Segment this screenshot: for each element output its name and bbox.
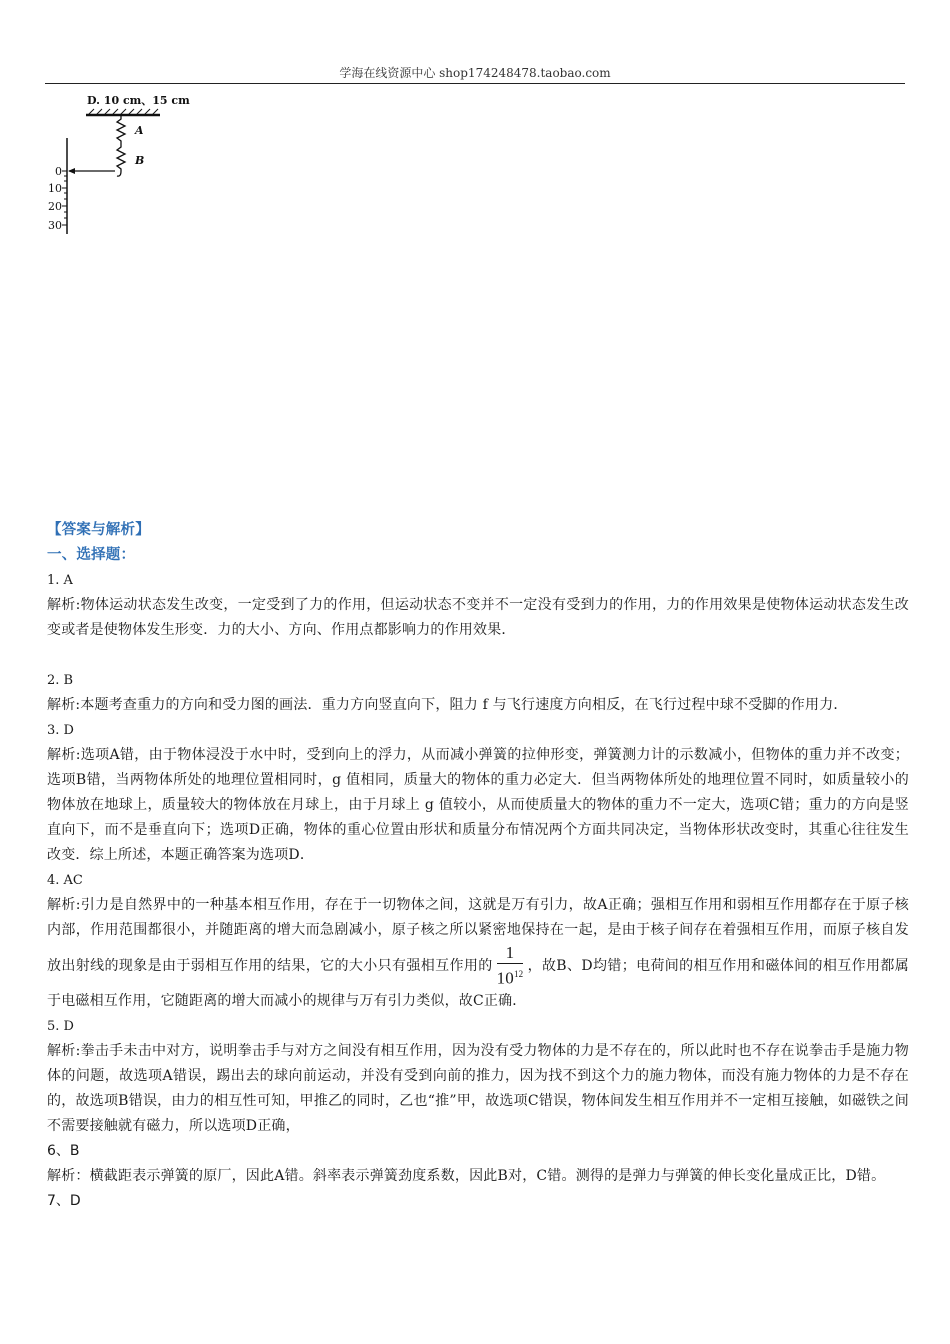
- spring-a: [117, 115, 125, 144]
- answer-5-number: 5. D: [47, 1018, 74, 1034]
- scale-tick-20: 20: [48, 200, 62, 213]
- header-rule: [45, 83, 905, 84]
- section-subtitle: 一、选择题：: [47, 547, 136, 563]
- fraction-numerator: 1: [497, 943, 524, 964]
- answer-4-part1: 解析:引力是自然界中的一种基本相互作用，存在于一切物体之间，这就是万有引力，故A正确；强相互作用和弱相互作用都存在于原子核内部，作用范围都很小，并随距离的增大而急剧减小，原子核之所以紧密地保持在一起，是由于核子间存在着强相互作用，而原子核自发放出射线的现象是由于弱相互作用的结果，它的大小只有强相互作用的: [47, 897, 909, 974]
- answer-1-explanation: 解析:物体运动状态发生改变，一定受到了力的作用，但运动状态不变并不一定没有受到力的作用，力的作用效果是使物体运动状态发生改变或者是使物体发生形变．力的大小、方向、作用点都影响力的作用效果．: [47, 597, 909, 638]
- fraction-one-over-ten-pow-12: [497, 943, 524, 989]
- page-header: 学海在线资源中心 shop174248478.taobao.com: [339, 66, 611, 80]
- answer-5-explanation: 解析:拳击手未击中对方，说明拳击手与对方之间没有相互作用，因为没有受力物体的力是不存在的，所以此时也不存在说拳击手是施力物体的问题，故选项A错误，踢出去的球向前运动，并没有受到向前的推力，因为找不到这个力的施力物体，而没有施力物体的力是不存在的，故选项B错误，由力的相互性可知，甲推乙的同时，乙也“推”甲，故选项C错误，物体间发生相互作用并不一定相互接触，如磁铁之间不需要接触就有磁力，所以选项D正确，: [47, 1042, 909, 1134]
- answer-3-number: 3. D: [47, 723, 74, 738]
- spring-b: [117, 144, 125, 176]
- figure-option-label: D. 10 cm、15 cm: [87, 94, 190, 107]
- scale-tick-0: 0: [55, 165, 62, 178]
- answer-7-number: 7、D: [47, 1192, 81, 1209]
- spring-a-label: A: [135, 124, 144, 137]
- answer-1-number: 1. A: [47, 573, 73, 588]
- spring-b-label: B: [135, 154, 145, 167]
- fraction-exponent: 12: [513, 969, 524, 979]
- answer-4-part2: ，故B、D均错；电荷间的相互作用和磁体间的相互作用都属于电磁相互作用，它随距离的增大而减小的规律与万有引力类似，故C正确．: [47, 957, 909, 1009]
- answer-4-explanation: [47, 893, 909, 1014]
- scale-tick-30: 30: [48, 219, 62, 232]
- answer-4-number: 4. AC: [47, 873, 83, 888]
- pointer-arrowhead: [68, 168, 75, 174]
- fraction-denominator: [497, 964, 524, 989]
- answer-6-explanation: 解析：横截距表示弹簧的原厂，因此A错。斜率表示弹簧劲度系数，因此B对，C错。测得的是弹力与弹簧的伸长变化量成正比，D错。: [47, 1167, 886, 1184]
- fraction-base: 10: [496, 968, 514, 988]
- answer-6-number: 6、B: [47, 1142, 80, 1159]
- spring-figure: [40, 88, 210, 238]
- answer-section: [47, 518, 909, 1214]
- answer-2-explanation: 解析:本题考查重力的方向和受力图的画法．重力方向竖直向下，阻力 f 与飞行速度方向相反，在飞行过程中球不受脚的作用力．: [47, 697, 848, 713]
- scale-tick-10: 10: [48, 182, 62, 195]
- answer-3-explanation: 解析:选项A错，由于物体浸没于水中时，受到向上的浮力，从而减小弹簧的拉伸形变，弹簧测力计的示数减小，但物体的重力并不改变；选项B错，当两物体所处的地理位置相同时，g 值相同，质量大的物体的重力必定大．但当两物体所处的地理位置不同时，如质量较小的物体放在地球上，质量较大的物体放在月球上，由于月球上 g 值较小，从而使质量大的物体的重力不一定大，选项C错；重力的方向是竖直向下，而不是垂直向下；选项D正确，物体的重心位置由形状和质量分布情况两个方面共同决定，当物体形状改变时，其重心往往发生改变．综上所述，本题正确答案为选项D．: [47, 747, 909, 863]
- answer-2-number: 2. B: [47, 673, 74, 688]
- section-title: 【答案与解析】: [47, 522, 150, 538]
